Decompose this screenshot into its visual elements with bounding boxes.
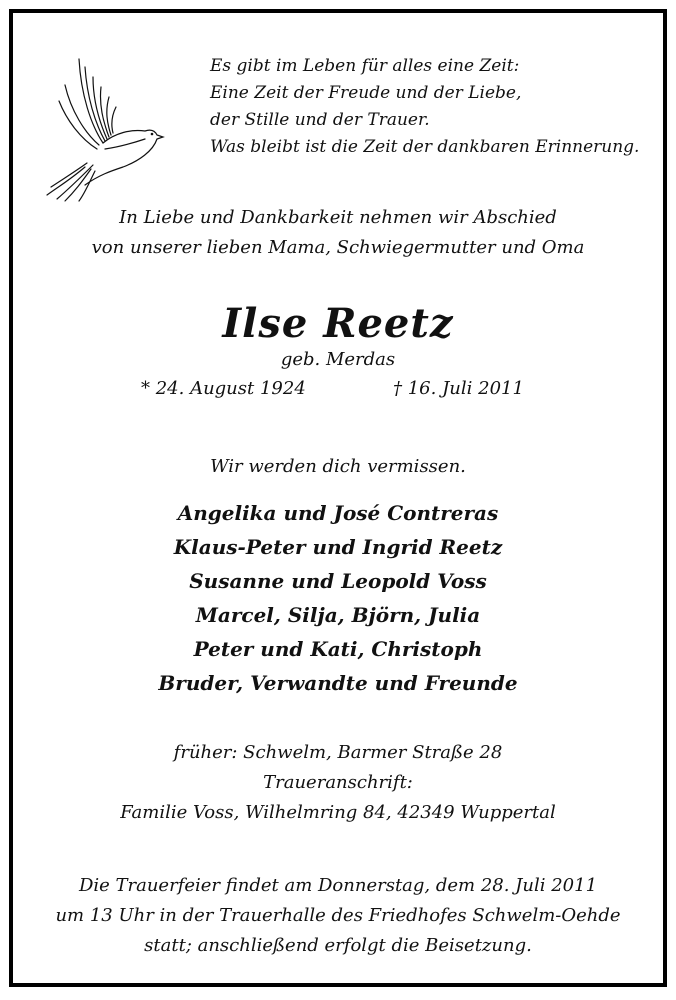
poem-line: Was bleibt ist die Zeit der dankbaren Erinnerung. — [210, 137, 640, 157]
intro-line: von unserer lieben Mama, Schwiegermutter und Oma — [91, 237, 585, 258]
birth-date: * 24. August 1924 — [141, 378, 306, 399]
poem-line: der Stille und der Trauer. — [210, 110, 430, 130]
ceremony-line: statt; anschließend erfolgt die Beisetzung. — [144, 935, 532, 956]
mourner-line: Peter und Kati, Christoph — [193, 637, 483, 661]
address-line: Familie Voss, Wilhelmring 84, 42349 Wuppertal — [120, 802, 556, 823]
maiden-name: geb. Merdas — [280, 349, 396, 370]
dove-icon — [41, 45, 171, 203]
deceased-name: Ilse Reetz — [222, 300, 454, 347]
poem — [210, 53, 660, 161]
mourner-line: Marcel, Silja, Björn, Julia — [195, 603, 481, 627]
intro-line: In Liebe und Dankbarkeit nehmen wir Abschied — [119, 207, 557, 228]
poem-line: Eine Zeit der Freude und der Liebe, — [210, 83, 522, 103]
ceremony-line: Die Trauerfeier findet am Donnerstag, dem 28. Juli 2011 — [78, 875, 598, 896]
mourner-line: Angelika und José Contreras — [177, 501, 499, 525]
mourner-line: Klaus-Peter und Ingrid Reetz — [173, 535, 503, 559]
address-line: Traueranschrift: — [263, 772, 413, 793]
address-block — [13, 738, 663, 828]
mourners-list — [13, 496, 663, 700]
obituary-notice — [9, 9, 667, 987]
ceremony-info — [13, 871, 663, 961]
miss-line: Wir werden dich vermissen. — [210, 456, 466, 477]
mourner-line: Bruder, Verwandte und Freunde — [158, 671, 518, 695]
poem-line: Es gibt im Leben für alles eine Zeit: — [210, 56, 520, 76]
intro-text — [13, 203, 663, 263]
address-line: früher: Schwelm, Barmer Straße 28 — [173, 742, 503, 763]
ceremony-line: um 13 Uhr in der Trauerhalle des Friedhofes Schwelm-Oehde — [55, 905, 621, 926]
mourner-line: Susanne und Leopold Voss — [189, 569, 487, 593]
death-date: † 16. Juli 2011 — [393, 378, 524, 399]
